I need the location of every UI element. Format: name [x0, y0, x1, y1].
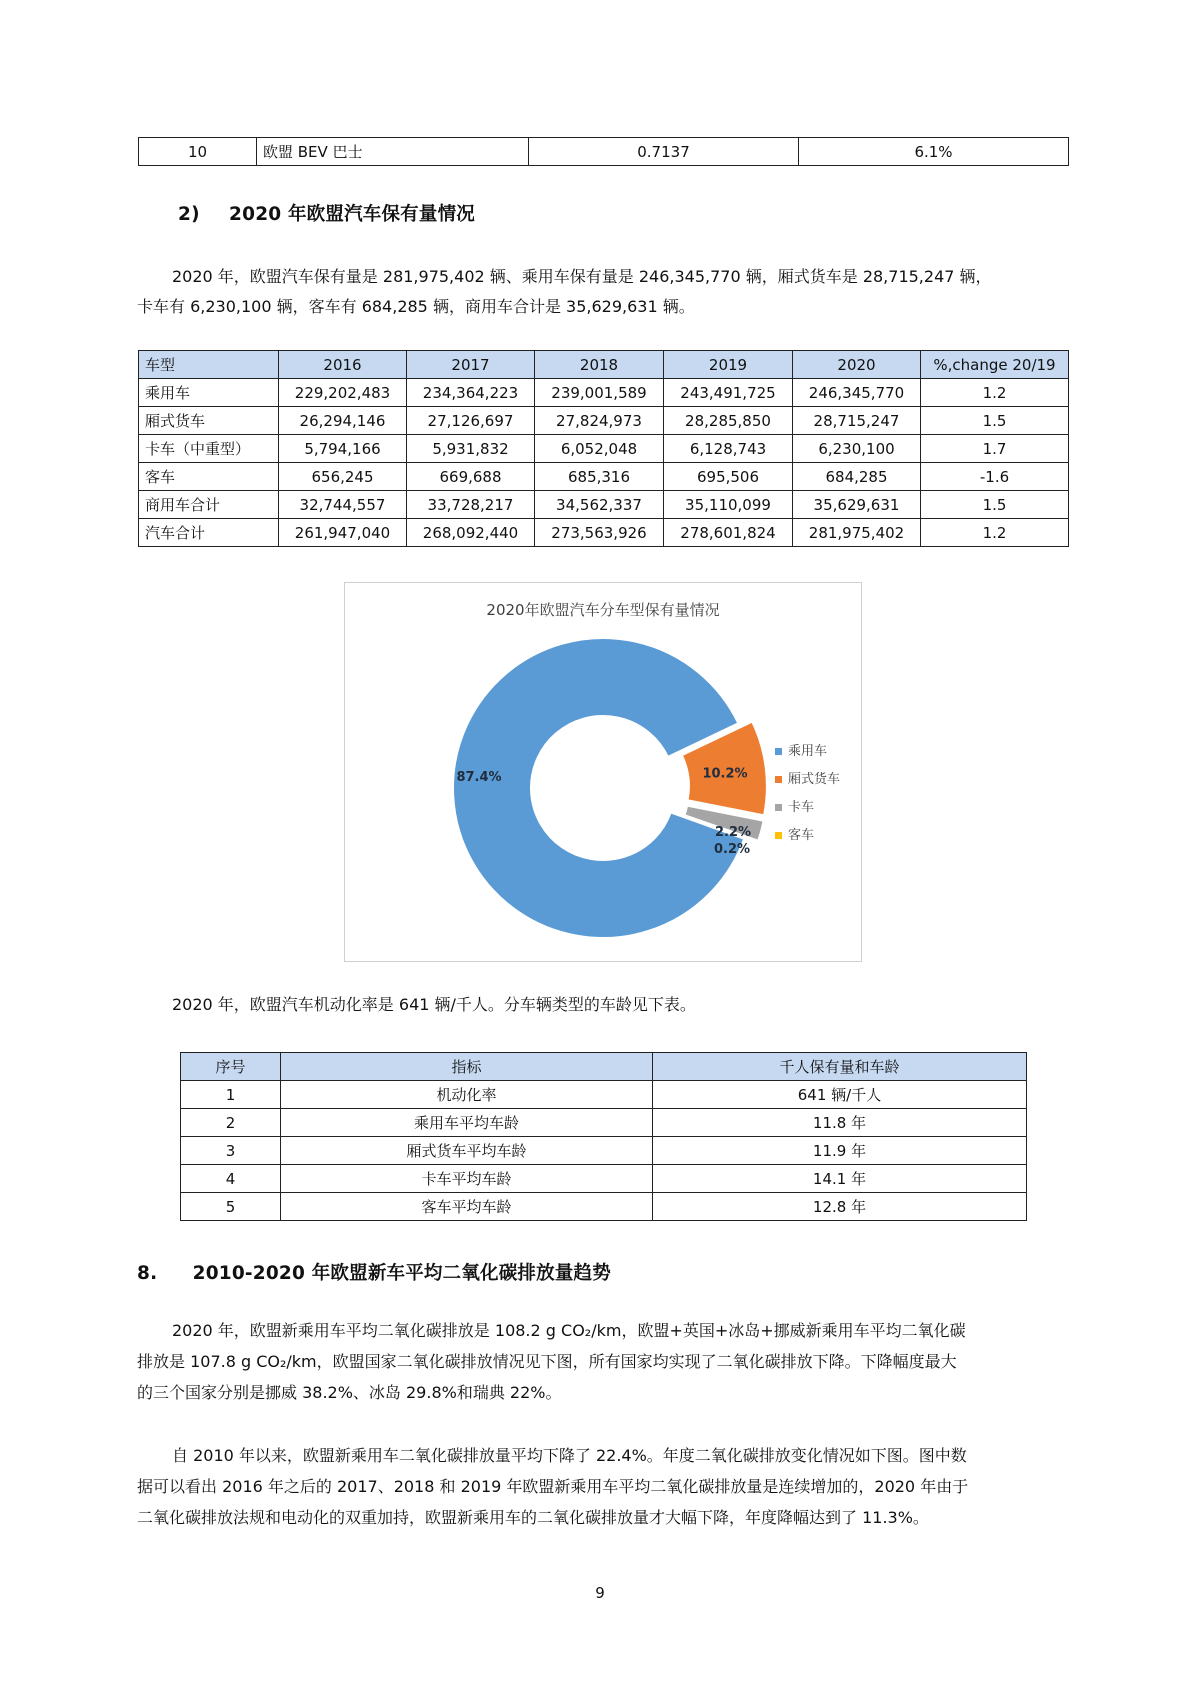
table-row: [181, 1081, 1027, 1109]
section-8-p1-line2: 排放是 107.8 g CO₂/km，欧盟国家二氧化碳排放情况见下图，所有国家均实现了二氧化碳排放下降。下降幅度最大: [137, 1352, 957, 1371]
table-cell: 243,491,725: [664, 379, 793, 407]
table-cell: 27,824,973: [535, 407, 664, 435]
table-cell: 5,794,166: [279, 435, 407, 463]
table-cell: 乘用车平均车龄: [281, 1109, 653, 1137]
legend-item: [775, 794, 840, 822]
chart-legend: [775, 738, 840, 850]
column-header: 2016: [279, 351, 407, 379]
legend-item: [775, 766, 840, 794]
section-2-title: 2020 年欧盟汽车保有量情况: [229, 204, 475, 225]
table-row: [139, 435, 1069, 463]
slice-label-3: 0.2%: [713, 842, 751, 857]
table-cell: 1.2: [921, 379, 1069, 407]
legend-item: [775, 822, 840, 850]
table-cell: 1: [181, 1081, 281, 1109]
section-2-para-line2: 卡车有 6,230,100 辆，客车有 684,285 辆，商用车合计是 35,629,631 辆。: [137, 297, 695, 316]
legend-swatch: [775, 832, 782, 839]
legend-label: 客车: [788, 828, 815, 843]
section-8-p1-line3: 的三个国家分别是挪威 38.2%、冰岛 29.8%和瑞典 22%。: [137, 1383, 562, 1402]
table-cell: 1.5: [921, 491, 1069, 519]
table-cell: 26,294,146: [279, 407, 407, 435]
section-2-number: 2): [178, 204, 200, 225]
column-header: %,change 20/19: [921, 351, 1069, 379]
vehicle-age-table: [180, 1052, 1027, 1221]
table-cell: 4: [181, 1165, 281, 1193]
slice-label-2: 2.2%: [714, 825, 752, 840]
section-8-p2-line3: 二氧化碳排放法规和电动化的双重加持，欧盟新乘用车的二氧化碳排放量才大幅下降，年度降幅达到了 11.3%。: [137, 1508, 929, 1527]
column-header: 2017: [407, 351, 535, 379]
section-2-para-line1: 2020 年，欧盟汽车保有量是 281,975,402 辆、乘用车保有量是 246,345,770 辆，厢式货车是 28,715,247 辆，: [172, 267, 992, 286]
vehicle-stock-table: [138, 350, 1069, 547]
table-cell: 乘用车: [139, 379, 279, 407]
table-cell: 261,947,040: [279, 519, 407, 547]
table-cell: 281,975,402: [793, 519, 921, 547]
legend-label: 乘用车: [788, 744, 828, 759]
section-8-heading: [137, 1259, 611, 1285]
table-cell: 厢式货车平均车龄: [281, 1137, 653, 1165]
column-header: 千人保有量和车龄: [653, 1053, 1027, 1081]
table-row: [139, 407, 1069, 435]
table-cell: 5,931,832: [407, 435, 535, 463]
column-header: 2020: [793, 351, 921, 379]
column-header: 指标: [281, 1053, 653, 1081]
table-cell: 239,001,589: [535, 379, 664, 407]
table-cell: 厢式货车: [139, 407, 279, 435]
table-cell: 客车平均车龄: [281, 1193, 653, 1221]
table-cell: 669,688: [407, 463, 535, 491]
table-row: [139, 463, 1069, 491]
table-cell: 卡车平均车龄: [281, 1165, 653, 1193]
value-cell: 0.7137: [529, 138, 799, 166]
table-cell: 34,562,337: [535, 491, 664, 519]
legend-label: 卡车: [788, 800, 815, 815]
column-header: 序号: [181, 1053, 281, 1081]
slice-label-0: 87.4%: [456, 770, 502, 785]
motorization-para: 2020 年，欧盟汽车机动化率是 641 辆/千人。分车辆类型的车龄见下表。: [172, 995, 696, 1014]
top-ranking-table: [138, 137, 1069, 166]
table-cell: 1.2: [921, 519, 1069, 547]
table-row: [139, 519, 1069, 547]
table-cell: 商用车合计: [139, 491, 279, 519]
table-row: [139, 491, 1069, 519]
table-cell: 28,285,850: [664, 407, 793, 435]
table-cell: 6,230,100: [793, 435, 921, 463]
legend-swatch: [775, 776, 782, 783]
legend-label: 厢式货车: [788, 772, 841, 787]
legend-swatch: [775, 804, 782, 811]
table-cell: 273,563,926: [535, 519, 664, 547]
table-cell: 695,506: [664, 463, 793, 491]
rank-cell: 10: [139, 138, 257, 166]
share-cell: 6.1%: [799, 138, 1069, 166]
table-cell: 客车: [139, 463, 279, 491]
table-cell: 6,128,743: [664, 435, 793, 463]
legend-item: [775, 738, 840, 766]
table-header-row: [139, 351, 1069, 379]
section-8-p1-line1: 2020 年，欧盟新乘用车平均二氧化碳排放是 108.2 g CO₂/km，欧盟+英国+冰岛+挪威新乘用车平均二氧化碳: [172, 1321, 966, 1340]
table-header-row: [181, 1053, 1027, 1081]
table-cell: 268,092,440: [407, 519, 535, 547]
table-cell: 246,345,770: [793, 379, 921, 407]
section-2-heading: [178, 200, 475, 226]
column-header: 车型: [139, 351, 279, 379]
table-cell: 33,728,217: [407, 491, 535, 519]
table-cell: 641 辆/千人: [653, 1081, 1027, 1109]
table-cell: 27,126,697: [407, 407, 535, 435]
table-cell: 12.8 年: [653, 1193, 1027, 1221]
section-8-p2-line1: 自 2010 年以来，欧盟新乘用车二氧化碳排放量平均下降了 22.4%。年度二氧化碳排放变化情况如下图。图中数: [172, 1446, 967, 1465]
table-cell: 32,744,557: [279, 491, 407, 519]
chart-title: 2020年欧盟汽车分车型保有量情况: [486, 601, 720, 619]
column-header: 2018: [535, 351, 664, 379]
table-cell: 229,202,483: [279, 379, 407, 407]
page-number: 9: [595, 1584, 605, 1602]
column-header: 2019: [664, 351, 793, 379]
table-cell: 35,110,099: [664, 491, 793, 519]
vehicle-share-chart: [344, 582, 862, 962]
table-row: [181, 1165, 1027, 1193]
table-cell: 11.9 年: [653, 1137, 1027, 1165]
table-cell: 2: [181, 1109, 281, 1137]
table-row: [181, 1193, 1027, 1221]
table-cell: 1.7: [921, 435, 1069, 463]
table-cell: 35,629,631: [793, 491, 921, 519]
table-row: [181, 1137, 1027, 1165]
table-cell: -1.6: [921, 463, 1069, 491]
table-row: [139, 138, 1069, 166]
table-cell: 5: [181, 1193, 281, 1221]
table-cell: 278,601,824: [664, 519, 793, 547]
table-cell: 汽车合计: [139, 519, 279, 547]
table-cell: 机动化率: [281, 1081, 653, 1109]
table-cell: 684,285: [793, 463, 921, 491]
section-8-title: 2010-2020 年欧盟新车平均二氧化碳排放量趋势: [192, 1263, 611, 1284]
section-8-number: 8.: [137, 1263, 158, 1284]
section-8-p2-line2: 据可以看出 2016 年之后的 2017、2018 和 2019 年欧盟新乘用车平均二氧化碳排放量是连续增加的，2020 年由于: [137, 1477, 969, 1496]
legend-swatch: [775, 748, 782, 755]
table-cell: 卡车（中重型）: [139, 435, 279, 463]
table-cell: 656,245: [279, 463, 407, 491]
table-cell: 3: [181, 1137, 281, 1165]
name-cell: 欧盟 BEV 巴士: [257, 138, 529, 166]
table-cell: 1.5: [921, 407, 1069, 435]
table-row: [139, 379, 1069, 407]
table-row: [181, 1109, 1027, 1137]
slice-label-1: 10.2%: [702, 766, 748, 782]
table-cell: 6,052,048: [535, 435, 664, 463]
table-cell: 28,715,247: [793, 407, 921, 435]
table-cell: 11.8 年: [653, 1109, 1027, 1137]
table-cell: 685,316: [535, 463, 664, 491]
table-cell: 14.1 年: [653, 1165, 1027, 1193]
table-cell: 234,364,223: [407, 379, 535, 407]
